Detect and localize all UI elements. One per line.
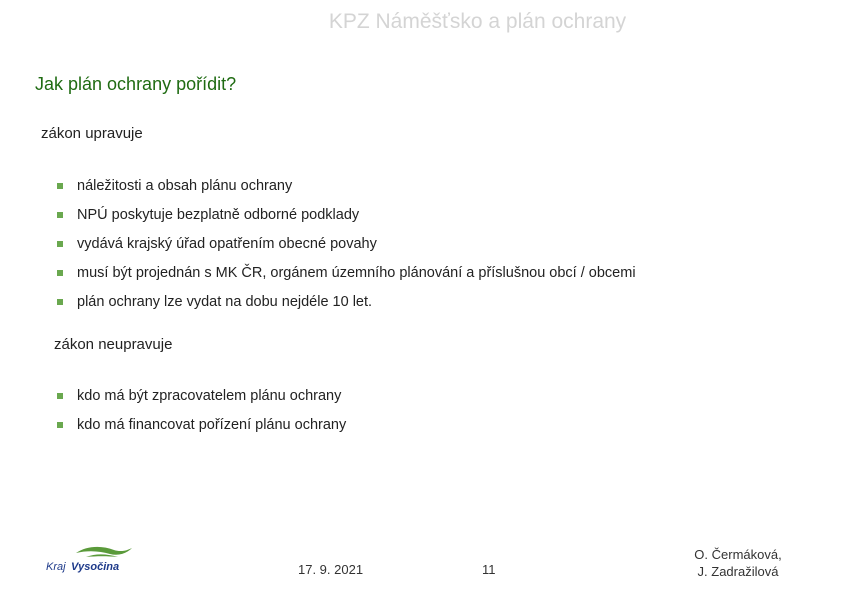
bullet-icon <box>57 212 63 218</box>
bullet-icon <box>57 270 63 276</box>
author-line: J. Zadražilová <box>697 564 779 579</box>
logo-swoosh-icon <box>76 547 132 555</box>
list-item <box>55 292 636 321</box>
bullet-list-not-regulates <box>55 386 346 444</box>
bullet-icon <box>57 299 63 305</box>
logo-text-vysocina: Vysočina <box>71 561 120 573</box>
list-item-text: NPÚ poskytuje bezplatně odborné podklady <box>77 207 360 223</box>
bullet-icon <box>57 422 63 428</box>
section-label-not-regulates: zákon neupravuje <box>54 336 173 353</box>
kraj-vysocina-logo <box>46 545 134 575</box>
list-item-text: kdo má být zpracovatelem plánu ochrany <box>77 388 342 404</box>
list-item <box>55 234 636 263</box>
bullet-list-regulates <box>55 176 636 321</box>
page-number: 11 <box>482 562 496 577</box>
list-item-text: kdo má financovat pořízení plánu ochrany <box>77 417 347 433</box>
list-item <box>55 415 346 444</box>
footer-date: 17. 9. 2021 <box>298 562 364 577</box>
list-item-text: musí být projednán s MK ČR, orgánem územního plánování a příslušnou obcí / obcemi <box>77 265 636 281</box>
author-line: O. Čermáková, <box>694 547 782 562</box>
bullet-icon <box>57 183 63 189</box>
list-item <box>55 263 636 292</box>
slide-heading: Jak plán ochrany pořídit? <box>35 74 237 94</box>
list-item-text: vydává krajský úřad opatřením obecné povahy <box>77 236 377 252</box>
slide-title: KPZ Náměšťsko a plán ochrany <box>328 10 627 33</box>
list-item <box>55 205 636 234</box>
bullet-icon <box>57 241 63 247</box>
list-item-text: náležitosti a obsah plánu ochrany <box>77 178 293 194</box>
list-item <box>55 386 346 415</box>
list-item-text: plán ochrany lze vydat na dobu nejdéle 10 let. <box>77 294 373 310</box>
bullet-icon <box>57 393 63 399</box>
section-label-regulates: zákon upravuje <box>41 125 143 142</box>
list-item <box>55 176 636 205</box>
footer-authors <box>660 546 816 580</box>
logo-text-kraj: Kraj <box>46 561 66 573</box>
